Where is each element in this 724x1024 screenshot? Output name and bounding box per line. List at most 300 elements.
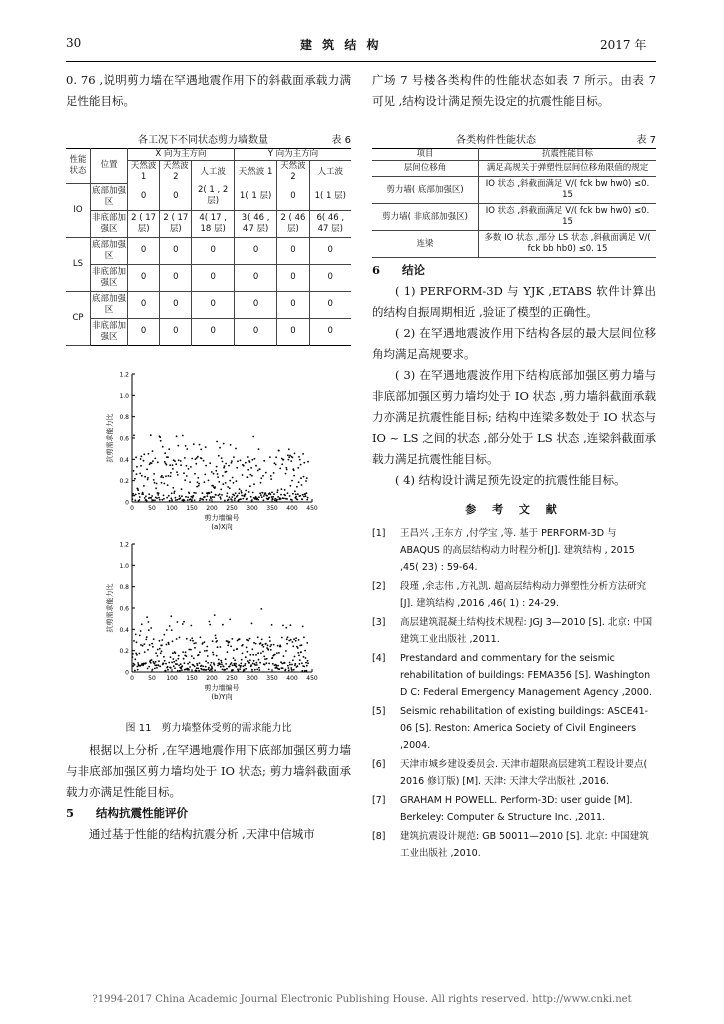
- scatter-point: [298, 655, 300, 657]
- scatter-point: [180, 464, 182, 466]
- table6-value-cell: 0: [192, 318, 234, 345]
- x-tick-label: 0: [130, 505, 134, 512]
- section6-title: 结论: [402, 263, 426, 277]
- scatter-point: [147, 477, 149, 479]
- scatter-point: [225, 482, 227, 484]
- x-tick-label: 250: [226, 675, 238, 682]
- scatter-point: [209, 624, 211, 626]
- scatter-point: [209, 499, 211, 501]
- scatter-point: [213, 662, 215, 664]
- scatter-point: [189, 481, 191, 483]
- scatter-point: [227, 651, 229, 653]
- scatter-point: [194, 473, 196, 475]
- scatter-point: [147, 668, 149, 670]
- scatter-point: [295, 637, 297, 639]
- table6-block: [66, 131, 351, 346]
- scatter-point: [285, 650, 287, 652]
- scatter-point: [173, 665, 175, 667]
- scatter-point: [306, 492, 308, 494]
- table6-header-position: 位置: [91, 149, 128, 184]
- scatter-point: [199, 499, 201, 501]
- scatter-point: [241, 492, 243, 494]
- scatter-point: [212, 485, 214, 487]
- scatter-point: [141, 475, 143, 477]
- table6-value-cell: 0: [234, 237, 276, 264]
- y-tick-label: 0.8: [119, 584, 129, 592]
- x-tick-label: 300: [246, 675, 258, 682]
- table6-subheader: 人工波: [309, 161, 351, 184]
- scatter-point: [206, 646, 208, 648]
- scatter-point: [184, 479, 186, 481]
- scatter-point: [164, 461, 166, 463]
- scatter-point: [240, 490, 242, 492]
- scatter-point: [290, 624, 292, 626]
- scatter-point: [183, 472, 185, 474]
- y-tick-label: 0: [125, 669, 129, 677]
- scatter-point: [155, 652, 157, 654]
- table6-value-cell: 0: [160, 318, 192, 345]
- scatter-point: [266, 658, 268, 660]
- reference-item: [372, 578, 656, 612]
- scatter-point: [171, 492, 173, 494]
- scatter-point: [267, 645, 269, 647]
- table7-target-cell: IO 状态 ,斜截面满足 V/( fck bw hw0) ≤0. 15: [479, 177, 657, 204]
- scatter-point: [180, 460, 182, 462]
- scatter-point: [239, 638, 241, 640]
- table6-row: [66, 318, 351, 345]
- scatter-point: [229, 641, 231, 643]
- scatter-point: [258, 667, 260, 669]
- scatter-point: [275, 464, 277, 466]
- reference-text: 高层建筑混凝土结构技术规程: JGJ 3—2010 [S]. 北京: 中国建筑工业出版社 ,2011.: [400, 617, 653, 645]
- table6-value-cell: 4( 17 , 18 层): [192, 210, 234, 237]
- scatter-point: [277, 489, 279, 491]
- scatter-point: [257, 470, 259, 472]
- scatter-point: [237, 460, 239, 462]
- scatter-point: [183, 621, 185, 623]
- table6-value-cell: 0: [309, 264, 351, 291]
- scatter-point: [191, 458, 193, 460]
- x-tick-label: 50: [148, 675, 156, 682]
- scatter-point: [202, 499, 204, 501]
- scatter-point: [195, 670, 197, 672]
- scatter-point: [224, 500, 226, 502]
- scatter-point: [232, 669, 234, 671]
- scatter-point: [221, 664, 223, 666]
- reference-item: [372, 650, 656, 701]
- scatter-point: [183, 658, 185, 660]
- scatter-point: [274, 654, 276, 656]
- scatter-point: [300, 651, 302, 653]
- table7-label: 表 7: [636, 135, 656, 146]
- scatter-point: [286, 498, 288, 500]
- scatter-point: [298, 639, 300, 641]
- scatter-point: [292, 641, 294, 643]
- scatter-point: [281, 488, 283, 490]
- scatter-point: [133, 470, 135, 472]
- table6-value-cell: 0: [277, 318, 309, 345]
- scatter-point: [297, 467, 299, 469]
- scatter-point: [165, 670, 167, 672]
- scatter-point: [137, 489, 139, 491]
- scatter-point: [262, 475, 264, 477]
- scatter-point: [186, 448, 188, 450]
- x-tick-label: 450: [306, 675, 318, 682]
- scatter-point: [290, 499, 292, 501]
- scatter-point: [192, 640, 194, 642]
- scatter-point: [180, 663, 182, 665]
- scatter-point: [306, 477, 308, 479]
- scatter-point: [215, 635, 217, 637]
- scatter-point: [285, 669, 287, 671]
- scatter-point: [295, 494, 297, 496]
- scatter-point: [286, 469, 288, 471]
- table6-value-cell: 0: [309, 318, 351, 345]
- scatter-point: [299, 659, 301, 661]
- reference-item: [372, 792, 656, 826]
- scatter-point: [285, 473, 287, 475]
- scatter-point: [154, 668, 156, 670]
- scatter-point: [211, 491, 213, 493]
- table7-target-cell: 满足高规关于弹塑性层间位移角限值的规定: [479, 161, 657, 177]
- scatter-point: [172, 652, 174, 654]
- scatter-point: [262, 492, 264, 494]
- table6-value-cell: 0: [234, 318, 276, 345]
- scatter-point: [227, 492, 229, 494]
- scatter-point: [167, 669, 169, 671]
- scatter-point: [306, 642, 308, 644]
- scatter-point: [203, 460, 205, 462]
- table7-item-cell: 连梁: [372, 231, 479, 258]
- x-tick-label: 200: [206, 675, 218, 682]
- scatter-point: [277, 496, 279, 498]
- scatter-point: [204, 641, 206, 643]
- scatter-point: [269, 646, 271, 648]
- scatter-point: [204, 650, 206, 652]
- scatter-point: [158, 665, 160, 667]
- scatter-point: [279, 468, 281, 470]
- scatter-point: [169, 500, 171, 502]
- reference-number: [6]: [372, 759, 386, 770]
- y-tick-label: 0.6: [119, 435, 129, 443]
- scatter-point: [253, 660, 255, 662]
- table7-row: [372, 204, 656, 231]
- table7-item-cell: 剪力墙( 非底部加强区): [372, 204, 479, 231]
- scatter-point: [289, 455, 291, 457]
- scatter-point: [156, 497, 158, 499]
- scatter-point: [194, 647, 196, 649]
- scatter-point: [188, 468, 190, 470]
- scatter-point: [181, 495, 183, 497]
- scatter-point: [193, 495, 195, 497]
- scatter-point: [153, 638, 155, 640]
- scatter-point: [211, 662, 213, 664]
- table6-subheader: 天然波 1: [234, 161, 276, 184]
- scatter-point: [253, 483, 255, 485]
- scatter-point: [185, 496, 187, 498]
- scatter-point: [208, 667, 210, 669]
- scatter-point: [269, 456, 271, 458]
- scatter-point: [236, 666, 238, 668]
- scatter-point: [159, 499, 161, 501]
- reference-item: [372, 614, 656, 648]
- scatter-point: [163, 495, 165, 497]
- scatter-point: [145, 639, 147, 641]
- scatter-point: [294, 663, 296, 665]
- scatter-point: [197, 664, 199, 666]
- x-tick-label: 350: [266, 505, 278, 512]
- scatter-point: [251, 500, 253, 502]
- scatter-point: [294, 490, 296, 492]
- scatter-point: [288, 456, 290, 458]
- table7-row: [372, 177, 656, 204]
- reference-text: Seismic rehabilitation of existing buildings: ASCE41-06 [S]. Reston: America Society of Civil Engineers ,2004.: [400, 706, 649, 751]
- table6-title: 各工况下不同状态剪力墙数量: [138, 135, 268, 146]
- scatter-point: [266, 495, 268, 497]
- scatter-point: [191, 637, 193, 639]
- scatter-point: [292, 457, 294, 459]
- scatter-point: [152, 646, 154, 648]
- scatter-point: [182, 623, 184, 625]
- scatter-point: [277, 645, 279, 647]
- scatter-point: [280, 494, 282, 496]
- scatter-point: [234, 498, 236, 500]
- scatter-point: [167, 456, 169, 458]
- table6-state-cell: CP: [66, 291, 91, 345]
- scatter-point: [231, 460, 233, 462]
- scatter-point: [213, 654, 215, 656]
- scatter-point: [217, 646, 219, 648]
- scatter-point: [197, 668, 199, 670]
- scatter-point: [276, 665, 278, 667]
- scatter-point: [254, 664, 256, 666]
- scatter-point: [245, 663, 247, 665]
- scatter-point: [274, 462, 276, 464]
- scatter-point: [301, 670, 303, 672]
- scatter-point: [204, 496, 206, 498]
- scatter-point: [146, 616, 148, 618]
- scatter-point: [134, 658, 136, 660]
- scatter-point: [167, 666, 169, 668]
- scatter-point: [281, 663, 283, 665]
- reference-text: 段瑾 ,余志伟 ,方礼凯. 超高层结构动力弹塑性分析方法研究[J]. 建筑结构 ,2016 ,46( 1) : 24-29.: [400, 581, 647, 609]
- scatter-point: [216, 441, 218, 443]
- scatter-point: [143, 453, 145, 455]
- scatter-point: [184, 662, 186, 664]
- scatter-point: [200, 498, 202, 500]
- scatter-point: [196, 667, 198, 669]
- scatter-point: [161, 482, 163, 484]
- scatter-point: [247, 640, 249, 642]
- scatter-point: [281, 637, 283, 639]
- table6-value-cell: 2 ( 17 层): [128, 210, 160, 237]
- scatter-point: [195, 642, 197, 644]
- scatter-point: [233, 456, 235, 458]
- scatter-point: [255, 654, 257, 656]
- scatter-point: [185, 445, 187, 447]
- scatter-point: [299, 495, 301, 497]
- scatter-point: [254, 669, 256, 671]
- scatter-point: [135, 634, 137, 636]
- y-tick-label: 0.6: [119, 605, 129, 613]
- scatter-point: [229, 487, 231, 489]
- x-tick-label: 150: [186, 505, 198, 512]
- scatter-point: [220, 646, 222, 648]
- table6-position-cell: 底部加强区: [91, 237, 128, 264]
- scatter-point: [167, 484, 169, 486]
- scatter-point: [155, 487, 157, 489]
- scatter-point: [218, 481, 220, 483]
- scatter-point: [134, 670, 136, 672]
- scatter-point: [249, 659, 251, 661]
- scatter-point: [287, 492, 289, 494]
- header-rule: [66, 61, 656, 62]
- reference-text: GRAHAM H POWELL. Perform-3D: user guide [M]. Berkeley: Computer & Structure Inc. ,2011.: [400, 795, 633, 823]
- scatter-point: [291, 480, 293, 482]
- scatter-point: [223, 467, 225, 469]
- scatter-point: [209, 492, 211, 494]
- table6-label: 表 6: [331, 135, 351, 146]
- scatter-point: [205, 660, 207, 662]
- scatter-series: [132, 608, 309, 672]
- journal-name: 建 筑 结 构: [300, 38, 382, 52]
- scatter-point: [306, 665, 308, 667]
- scatter-point: [202, 666, 204, 668]
- table6-value-cell: 3( 46 , 47 层): [234, 210, 276, 237]
- scatter-point: [205, 666, 207, 668]
- page-number: 30: [66, 36, 82, 50]
- scatter-point: [247, 476, 249, 478]
- scatter-point: [299, 663, 301, 665]
- scatter-point: [303, 666, 305, 668]
- table6-row: [66, 291, 351, 318]
- scatter-point: [259, 662, 261, 664]
- scatter-point: [235, 663, 237, 665]
- reference-number: [2]: [372, 581, 386, 592]
- scatter-point: [213, 496, 215, 498]
- scatter-point: [166, 464, 168, 466]
- scatter-point: [151, 462, 153, 464]
- scatter-point: [143, 460, 145, 462]
- scatter-point: [233, 649, 235, 651]
- scatter-point: [290, 639, 292, 641]
- scatter-point: [272, 498, 274, 500]
- scatter-point: [215, 494, 217, 496]
- table6-value-cell: 0: [277, 291, 309, 318]
- section6-number: 6: [372, 263, 381, 277]
- scatter-point: [154, 458, 156, 460]
- scatter-point: [211, 667, 213, 669]
- scatter-point: [242, 498, 244, 500]
- scatter-point: [144, 476, 146, 478]
- scatter-point: [226, 471, 228, 473]
- x-tick-label: 200: [206, 505, 218, 512]
- scatter-point: [290, 460, 292, 462]
- scatter-point: [292, 493, 294, 495]
- scatter-point: [163, 634, 165, 636]
- scatter-point: [233, 482, 235, 484]
- scatter-point: [303, 656, 305, 658]
- y-axis-label: 抗剪需求能力比: [106, 413, 114, 463]
- scatter-point: [175, 463, 177, 465]
- left-column: [66, 70, 351, 112]
- scatter-point: [243, 465, 245, 467]
- scatter-point: [132, 656, 134, 658]
- table6-value-cell: 0: [160, 264, 192, 291]
- scatter-point: [229, 480, 231, 482]
- table6-value-cell: 0: [192, 237, 234, 264]
- scatter-point: [158, 497, 160, 499]
- scatter-point: [226, 495, 228, 497]
- section5-title: 结构抗震性能评价: [96, 806, 189, 820]
- scatter-point: [284, 662, 286, 664]
- scatter-point: [264, 664, 266, 666]
- scatter-point: [301, 662, 303, 664]
- chart-title: (b)Y向: [211, 693, 233, 701]
- scatter-point: [178, 459, 180, 461]
- scatter-point: [139, 635, 141, 637]
- scatter-point: [147, 479, 149, 481]
- scatter-point: [191, 655, 193, 657]
- scatter-point: [207, 662, 209, 664]
- scatter-point: [231, 462, 233, 464]
- scatter-point: [221, 494, 223, 496]
- scatter-point: [224, 669, 226, 671]
- scatter-point: [231, 638, 233, 640]
- y-tick-label: 0.2: [119, 648, 129, 656]
- scatter-point: [240, 460, 242, 462]
- scatter-point: [281, 463, 283, 465]
- scatter-point: [278, 652, 280, 654]
- scatter-point: [182, 435, 184, 437]
- scatter-point: [242, 665, 244, 667]
- left-intro-paragraph: 0. 76 ,说明剪力墙在罕遇地震作用下的斜截面承载力满足性能目标。: [66, 73, 351, 108]
- scatter-point: [195, 492, 197, 494]
- scatter-point: [132, 498, 134, 500]
- scatter-point: [134, 664, 136, 666]
- scatter-point: [159, 640, 161, 642]
- scatter-point: [150, 497, 152, 499]
- scatter-point: [232, 477, 234, 479]
- scatter-point: [205, 465, 207, 467]
- scatter-point: [148, 493, 150, 495]
- scatter-point: [255, 643, 257, 645]
- scatter-point: [218, 659, 220, 661]
- scatter-point: [301, 484, 303, 486]
- scatter-point: [260, 608, 262, 610]
- reference-text: 建筑抗震设计规范: GB 50011—2010 [S]. 北京: 中国建筑工业出版社 ,2010.: [400, 831, 649, 859]
- scatter-point: [206, 499, 208, 501]
- scatter-point: [284, 495, 286, 497]
- scatter-point: [152, 450, 154, 452]
- table7-title: 各类构件性能状态: [456, 135, 536, 146]
- table6-value-cell: 0: [128, 318, 160, 345]
- scatter-point: [175, 499, 177, 501]
- chart-axes: [105, 372, 318, 532]
- scatter-point: [305, 495, 307, 497]
- scatter-point: [222, 475, 224, 477]
- y-tick-label: 0.4: [119, 456, 129, 464]
- scatter-point: [193, 492, 195, 494]
- table6-value-cell: 0: [160, 237, 192, 264]
- scatter-point: [249, 461, 251, 463]
- scatter-point: [162, 446, 164, 448]
- scatter-point: [151, 495, 153, 497]
- scatter-point: [273, 493, 275, 495]
- scatter-point: [265, 643, 267, 645]
- scatter-point: [245, 656, 247, 658]
- table6-value-cell: 0: [234, 264, 276, 291]
